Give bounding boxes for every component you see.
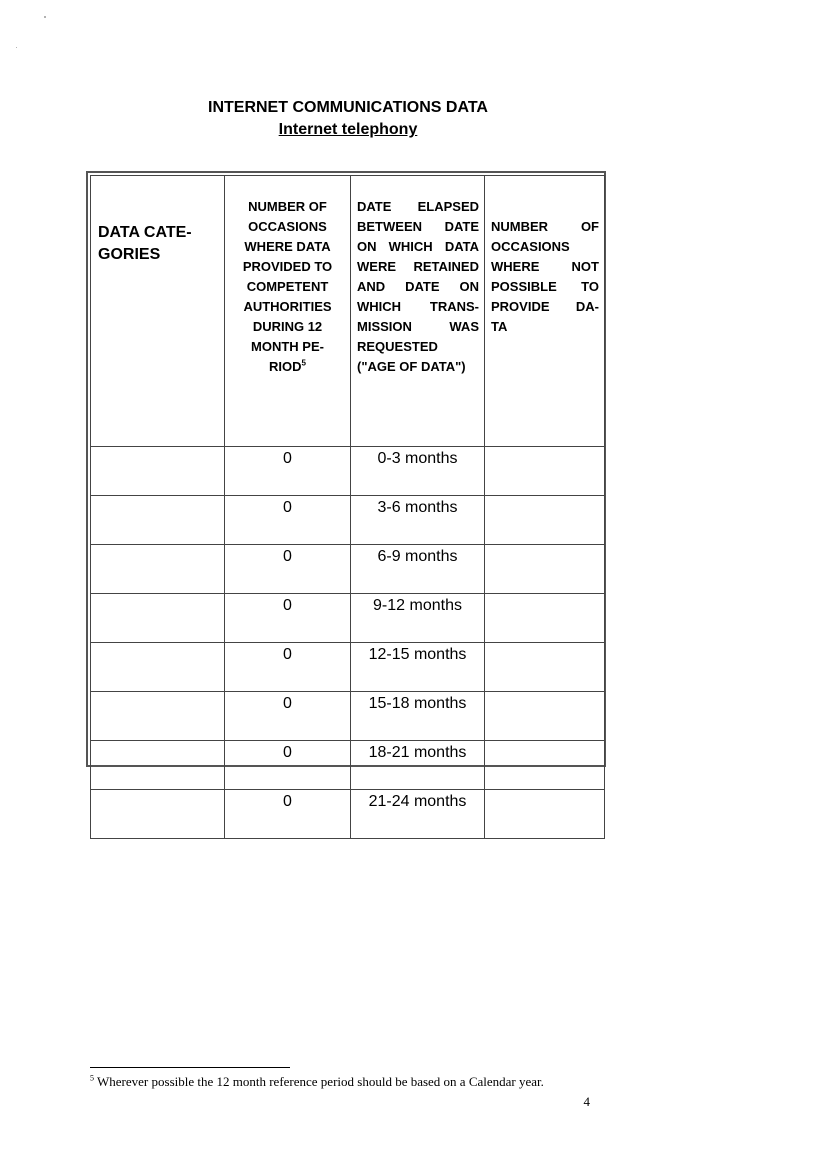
table-row xyxy=(91,643,605,692)
scan-speck xyxy=(16,47,17,48)
header-line: TA xyxy=(491,319,508,334)
cell-not-possible-count xyxy=(485,692,605,741)
header-line: RIOD xyxy=(269,359,302,374)
header-line: ON WHICH DATA xyxy=(357,239,479,254)
header-line: ("AGE OF DATA") xyxy=(357,359,466,374)
header-line: MONTH PE- xyxy=(251,339,324,354)
table-row xyxy=(91,545,605,594)
header-line: OCCASIONS xyxy=(491,239,570,254)
header-data-categories xyxy=(91,176,225,447)
footnote-rule xyxy=(90,1067,290,1068)
header-line: PROVIDE DA- xyxy=(491,299,599,314)
cell-occasions-count: 0 xyxy=(225,643,351,692)
cell-age-of-data: 18-21 months xyxy=(351,741,485,790)
cell-not-possible-count xyxy=(485,643,605,692)
footnote-marker: 5 xyxy=(90,1073,94,1083)
header-line-last xyxy=(229,357,346,377)
scan-speck xyxy=(44,16,46,18)
header-line: WHERE DATA xyxy=(244,239,331,254)
cell-data-category xyxy=(91,790,225,839)
header-not-possible xyxy=(485,176,605,447)
cell-occasions-count: 0 xyxy=(225,741,351,790)
cell-age-of-data: 15-18 months xyxy=(351,692,485,741)
table-row xyxy=(91,790,605,839)
header-occasions-provided xyxy=(225,176,351,447)
header-line: AND DATE ON xyxy=(357,279,479,294)
table-header-row xyxy=(91,176,605,447)
cell-occasions-count: 0 xyxy=(225,594,351,643)
footnote-reference: 5 xyxy=(301,358,306,368)
document-title: INTERNET COMMUNICATIONS DATA xyxy=(208,99,488,116)
cell-data-category xyxy=(91,741,225,790)
data-table xyxy=(90,175,605,839)
cell-not-possible-count xyxy=(485,447,605,496)
header-line: COMPETENT xyxy=(246,279,329,294)
cell-age-of-data: 3-6 months xyxy=(351,496,485,545)
cell-data-category xyxy=(91,692,225,741)
cell-not-possible-count xyxy=(485,741,605,790)
header-line: WERE RETAINED xyxy=(357,259,479,274)
document-subtitle: Internet telephony xyxy=(278,121,418,138)
header-age-of-data xyxy=(351,176,485,447)
cell-data-category xyxy=(91,545,225,594)
table-row xyxy=(91,594,605,643)
header-line: NUMBER OF xyxy=(248,199,327,214)
header-line: PROVIDED TO xyxy=(242,259,333,274)
cell-occasions-count: 0 xyxy=(225,692,351,741)
header-line: OCCASIONS xyxy=(248,219,327,234)
header-line: DURING 12 xyxy=(252,319,323,334)
cell-occasions-count: 0 xyxy=(225,496,351,545)
cell-not-possible-count xyxy=(485,545,605,594)
cell-occasions-count: 0 xyxy=(225,790,351,839)
cell-not-possible-count xyxy=(485,790,605,839)
cell-age-of-data: 21-24 months xyxy=(351,790,485,839)
table-row xyxy=(91,496,605,545)
header-line: NUMBER OF xyxy=(491,219,599,234)
header-line: POSSIBLE TO xyxy=(491,279,599,294)
cell-data-category xyxy=(91,594,225,643)
header-line: GORIES xyxy=(98,246,161,263)
header-line: BETWEEN DATE xyxy=(357,219,479,234)
header-line: REQUESTED xyxy=(357,339,438,354)
table-row xyxy=(91,741,605,790)
cell-occasions-count: 0 xyxy=(225,447,351,496)
cell-occasions-count: 0 xyxy=(225,545,351,594)
cell-age-of-data: 9-12 months xyxy=(351,594,485,643)
cell-data-category xyxy=(91,447,225,496)
data-table-frame xyxy=(86,171,606,810)
document-heading xyxy=(0,97,828,141)
page-number: 4 xyxy=(583,1094,590,1109)
footnote xyxy=(90,1074,690,1090)
header-line: AUTHORITIES xyxy=(243,299,332,314)
cell-not-possible-count xyxy=(485,496,605,545)
header-line: DATE ELAPSED xyxy=(357,199,479,214)
header-line: DATA CATE- xyxy=(98,224,192,241)
cell-data-category xyxy=(91,643,225,692)
cell-age-of-data: 6-9 months xyxy=(351,545,485,594)
cell-data-category xyxy=(91,496,225,545)
header-line: MISSION WAS xyxy=(357,319,479,334)
header-line: WHICH TRANS- xyxy=(357,299,479,314)
cell-age-of-data: 12-15 months xyxy=(351,643,485,692)
header-line: WHERE NOT xyxy=(491,259,599,274)
table-row xyxy=(91,692,605,741)
table-row xyxy=(91,447,605,496)
cell-not-possible-count xyxy=(485,594,605,643)
cell-age-of-data: 0-3 months xyxy=(351,447,485,496)
footnote-text: Wherever possible the 12 month reference period should be based on a Calendar year. xyxy=(97,1074,544,1089)
